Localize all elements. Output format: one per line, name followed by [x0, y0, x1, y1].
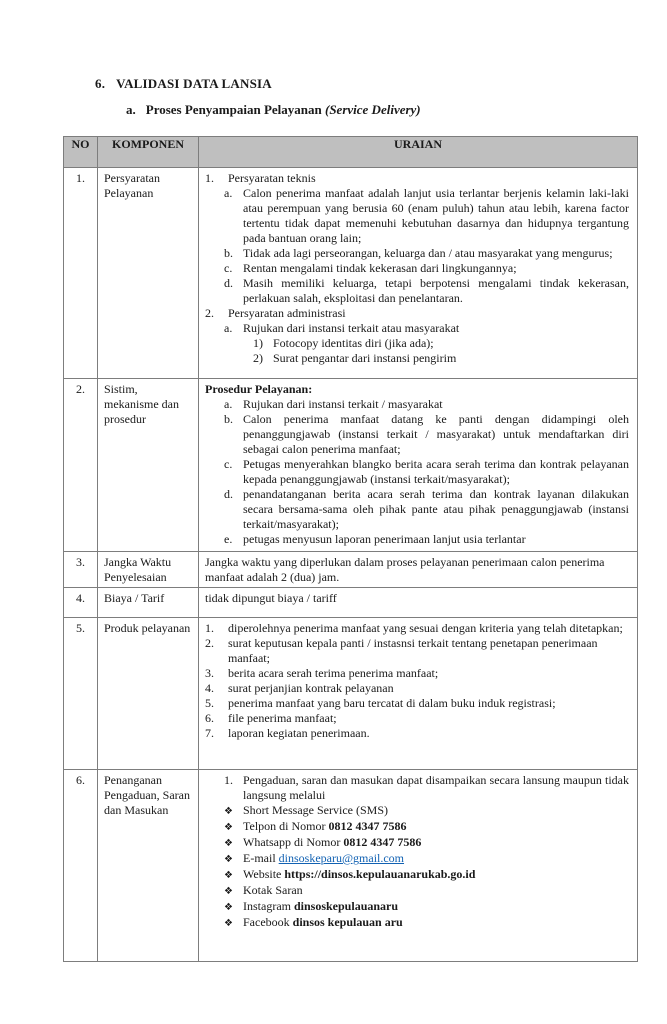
uraian-text: [243, 246, 629, 261]
section-number: 6.: [95, 76, 106, 91]
diamond-bullet-icon: ❖: [224, 918, 233, 929]
uraian-item: [224, 321, 629, 336]
uraian-item: [224, 186, 629, 246]
cell-no: 5.: [64, 618, 98, 770]
table-row: [64, 379, 638, 552]
uraian-text: [243, 261, 629, 276]
cell-uraian: [199, 588, 638, 618]
uraian-item: [205, 711, 629, 726]
section-heading: [95, 76, 272, 92]
uraian-text: [243, 186, 629, 246]
service-delivery-table: [63, 136, 638, 962]
plain-text: Petugas menyerahkan blangko berita acara serah terima dan kontrak pelayanan kepada penanggungjawab (instansi terkait/masyarakat);: [243, 457, 629, 486]
uraian-text: [243, 532, 629, 547]
cell-komponen: Sistim, mekanisme dan prosedur: [98, 379, 199, 552]
plain-text: Kotak Saran: [243, 883, 303, 897]
col-header-uraian: URAIAN: [199, 137, 638, 168]
uraian-item: [224, 397, 629, 412]
uraian-text: [243, 803, 629, 819]
list-marker: d.: [224, 276, 233, 290]
list-marker: b.: [224, 412, 233, 426]
uraian-item: [224, 412, 629, 457]
uraian-text: [243, 397, 629, 412]
subsection-letter: a.: [126, 102, 136, 117]
plain-text: surat keputusan kepala panti / instasnsi terkait tentang penetapan penerimaan manfaat;: [228, 636, 598, 665]
uraian-item: [205, 636, 629, 666]
plain-text: petugas menyusun laporan penerimaan lanjut usia terlantar: [243, 532, 526, 546]
uraian-text: [243, 851, 629, 867]
uraian-text: [243, 457, 629, 487]
uraian-item: [224, 803, 629, 819]
cell-no: 3.: [64, 552, 98, 588]
uraian-item: [205, 696, 629, 711]
uraian-item: [205, 621, 629, 636]
list-marker: b.: [224, 246, 233, 260]
cell-no: 1.: [64, 168, 98, 379]
list-marker: d.: [224, 487, 233, 501]
subsection-title: Proses Penyampaian Pelayanan (Service Delivery): [145, 102, 421, 117]
uraian-text: [228, 171, 629, 186]
cell-uraian: [199, 770, 638, 962]
cell-komponen: Penanganan Pengaduan, Saran dan Masukan: [98, 770, 199, 962]
uraian-item: [205, 666, 629, 681]
plain-text: berita acara serah terima penerima manfaat;: [228, 666, 439, 680]
uraian-text: [243, 321, 629, 336]
uraian-item: [224, 773, 629, 803]
uraian-item: [224, 867, 629, 883]
plain-text: Rujukan dari instansi terkait / masyarakat: [243, 397, 443, 411]
uraian-item: [205, 382, 629, 397]
plain-text: Calon penerima manfaat adalah lanjut usia terlantar berjenis kelamin laki-laki atau perempuan yang berusia 60 (enam puluh) tahun atau lebih, karena factor tertentu tidak dapat memenuhi kebutuhan dasarnya dan hidupnya tergantung pada bantuan orang lain;: [243, 186, 629, 245]
col-header-komponen: KOMPONEN: [98, 137, 199, 168]
plain-text: Persyaratan administrasi: [228, 306, 346, 320]
cell-uraian: [199, 618, 638, 770]
list-marker: c.: [224, 261, 233, 275]
plain-text: Telpon di Nomor: [243, 819, 329, 833]
list-marker: a.: [224, 186, 233, 200]
uraian-text: [205, 591, 629, 606]
cell-komponen: Persyaratan Pelayanan: [98, 168, 199, 379]
uraian-text: [228, 696, 629, 711]
plain-text: Instagram: [243, 899, 294, 913]
uraian-text: [273, 351, 629, 366]
email-link[interactable]: dinsoskeparu@gmail.com: [278, 851, 405, 865]
plain-text: tidak dipungut biaya / tariff: [205, 591, 337, 605]
plain-text: Persyaratan teknis: [228, 171, 316, 185]
diamond-bullet-icon: ❖: [224, 854, 233, 865]
uraian-text: [228, 711, 629, 726]
uraian-item: [205, 306, 629, 321]
bold-text: 0812 4347 7586: [328, 819, 407, 833]
list-marker: 2): [253, 351, 263, 365]
list-marker: e.: [224, 532, 233, 546]
uraian-text: [243, 487, 629, 532]
plain-text: file penerima manfaat;: [228, 711, 337, 725]
uraian-text: [205, 555, 629, 585]
uraian-text: [243, 899, 629, 915]
list-marker: 3.: [205, 666, 214, 680]
diamond-bullet-icon: ❖: [224, 806, 233, 817]
diamond-bullet-icon: ❖: [224, 838, 233, 849]
list-marker: 6.: [205, 711, 214, 725]
plain-text: Short Message Service (SMS): [243, 803, 388, 817]
plain-text: Rentan mengalami tindak kekerasan dari lingkungannya;: [243, 261, 517, 275]
list-marker: a.: [224, 321, 233, 335]
plain-text: Whatsapp di Nomor: [243, 835, 344, 849]
cell-no: 2.: [64, 379, 98, 552]
uraian-item: [224, 915, 629, 931]
section-title: VALIDASI DATA LANSIA: [116, 76, 272, 91]
plain-text: Website: [243, 867, 285, 881]
bold-text: dinsos kepulauan aru: [292, 915, 403, 929]
uraian-item: [224, 883, 629, 899]
list-marker: a.: [224, 397, 233, 411]
cell-uraian: [199, 552, 638, 588]
bold-text: Prosedur Pelayanan:: [205, 382, 313, 396]
uraian-item: [253, 336, 629, 351]
plain-text: Jangka waktu yang diperlukan dalam proses pelayanan penerimaan calon penerima manfaat adalah 2 (dua) jam.: [205, 555, 605, 584]
uraian-text: [273, 336, 629, 351]
uraian-item: [224, 532, 629, 547]
table-header-row: [64, 137, 638, 168]
list-marker: 1.: [205, 621, 214, 635]
diamond-bullet-icon: ❖: [224, 822, 233, 833]
plain-text: diperolehnya penerima manfaat yang sesuai dengan kriteria yang telah ditetapkan;: [228, 621, 623, 635]
uraian-text: [228, 306, 629, 321]
list-marker: 1.: [224, 773, 233, 787]
uraian-text: [228, 621, 629, 636]
cell-komponen: Produk pelayanan: [98, 618, 199, 770]
plain-text: penerima manfaat yang baru tercatat di dalam buku induk registrasi;: [228, 696, 556, 710]
cell-no: 6.: [64, 770, 98, 962]
cell-no: 4.: [64, 588, 98, 618]
cell-komponen: Jangka Waktu Penyelesaian: [98, 552, 199, 588]
uraian-text: [243, 412, 629, 457]
uraian-text: [228, 681, 629, 696]
bold-text: https://dinsos.kepulauanarukab.go.id: [284, 867, 476, 881]
plain-text: laporan kegiatan penerimaan.: [228, 726, 370, 740]
uraian-item: [224, 276, 629, 306]
list-marker: 1): [253, 336, 263, 350]
uraian-item: [205, 171, 629, 186]
plain-text: Calon penerima manfaat datang ke panti dengan didampingi oleh penanggungjawab (instansi terkait / masyarakat) untuk mendaftarkan diri sebagai calon penerima manfaat;: [243, 412, 629, 456]
plain-text: Rujukan dari instansi terkait atau masyarakat: [243, 321, 460, 335]
list-marker: 5.: [205, 696, 214, 710]
uraian-text: [243, 773, 629, 803]
uraian-text: [243, 915, 629, 931]
list-marker: c.: [224, 457, 233, 471]
list-marker: 2.: [205, 306, 214, 320]
uraian-text: [205, 382, 629, 397]
uraian-item: [205, 591, 629, 606]
uraian-item: [205, 555, 629, 585]
plain-text: Facebook: [243, 915, 293, 929]
uraian-item: [253, 351, 629, 366]
plain-text: Surat pengantar dari instansi pengirim: [273, 351, 457, 365]
list-marker: 7.: [205, 726, 214, 740]
plain-text: Masih memiliki keluarga, tetapi berpotensi mengalami tindak kekerasan, perlakuan salah, eksploitasi dan penelantaran.: [243, 276, 629, 305]
table-row: [64, 552, 638, 588]
cell-komponen: Biaya / Tarif: [98, 588, 199, 618]
uraian-text: [243, 835, 629, 851]
diamond-bullet-icon: ❖: [224, 870, 233, 881]
uraian-item: [224, 457, 629, 487]
uraian-item: [224, 835, 629, 851]
bold-text: dinsoskepulauanaru: [293, 899, 399, 913]
uraian-text: [228, 726, 629, 741]
plain-text: Tidak ada lagi perseorangan, keluarga dan / atau masyarakat yang mengurus;: [243, 246, 613, 260]
uraian-item: [224, 851, 629, 867]
list-marker: 1.: [205, 171, 214, 185]
table-row: [64, 588, 638, 618]
uraian-text: [243, 867, 629, 883]
uraian-item: [224, 261, 629, 276]
col-header-no: NO: [64, 137, 98, 168]
table-row: [64, 618, 638, 770]
uraian-text: [243, 883, 629, 899]
table-row: [64, 168, 638, 379]
list-marker: 2.: [205, 636, 214, 650]
plain-text: penandatanganan berita acara serah terima dan kontrak layanan dilakukan secara bersama-sama oleh pihak pante atau pihak penaggungjawab (instansi terkait/masyarakat);: [243, 487, 629, 531]
uraian-text: [243, 276, 629, 306]
uraian-item: [205, 726, 629, 741]
uraian-text: [228, 666, 629, 681]
cell-uraian: [199, 379, 638, 552]
plain-text: surat perjanjian kontrak pelayanan: [228, 681, 394, 695]
cell-uraian: [199, 168, 638, 379]
plain-text: E-mail: [243, 851, 279, 865]
uraian-item: [224, 487, 629, 532]
uraian-text: [243, 819, 629, 835]
subsection-title-italic: (Service Delivery): [325, 102, 421, 117]
plain-text: Fotocopy identitas diri (jika ada);: [273, 336, 434, 350]
uraian-item: [224, 899, 629, 915]
diamond-bullet-icon: ❖: [224, 902, 233, 913]
plain-text: Pengaduan, saran dan masukan dapat disampaikan secara lansung maupun tidak langsung melalui: [243, 773, 629, 802]
diamond-bullet-icon: ❖: [224, 886, 233, 897]
uraian-item: [224, 246, 629, 261]
table-row: [64, 770, 638, 962]
uraian-item: [205, 681, 629, 696]
subsection-heading: [126, 102, 421, 118]
list-marker: 4.: [205, 681, 214, 695]
uraian-item: [224, 819, 629, 835]
uraian-text: [228, 636, 629, 666]
bold-text: 0812 4347 7586: [343, 835, 422, 849]
